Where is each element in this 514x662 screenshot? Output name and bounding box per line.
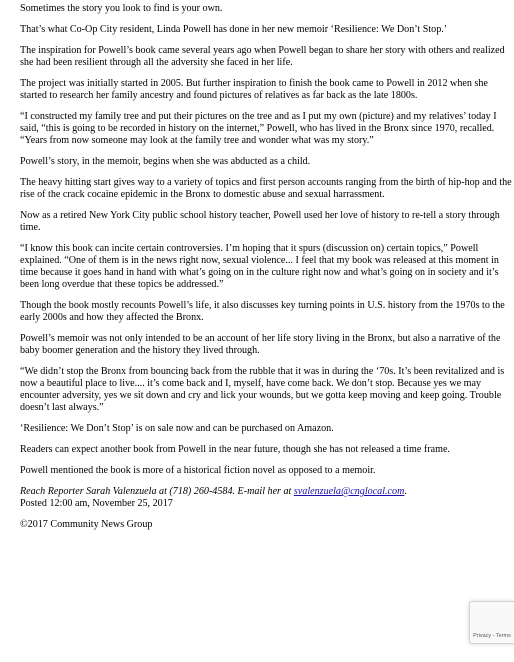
article-paragraph: Now as a retired New York City public school history teacher, Powell used her love of history to re-tell a story through time. <box>20 210 500 233</box>
article-paragraph: “I constructed my family tree and put their pictures on the tree and as I put my own (picture) and my relatives’ today I said, “this is going to be recorded in history on the internet,” Powell, who has lived in the Bronx since 1970, recalled. “Years from now someone may look at the family tree and wonder what was my story.” <box>20 111 497 146</box>
article-body <box>20 3 512 540</box>
reporter-credit-text: Reach Reporter Sarah Valenzuela at (718) 260-4584. E-mail her at <box>20 486 294 497</box>
recaptcha-links <box>470 633 514 639</box>
article-paragraph: That’s what Co-Op City resident, Linda Powell has done in her new memoir ‘Resilience: We Don’t Stop.’ <box>20 24 448 35</box>
article-paragraph: The heavy hitting start gives way to a variety of topics and first person accounts ranging from the birth of hip-hop and the rise of the crack cocaine epidemic in the Bronx to domestic abuse and sexual harrassment. <box>20 177 512 200</box>
article-paragraph: “We didn’t stop the Bronx from bouncing back from the rubble that it was in during the ‘70s. It’s been revitalized and is now a beautiful place to live.... it’s come back and I, myself, have come back. We don’t stop. Because yes we may encounter adversity, yes we sit down and cry and lick your wounds, but we gotta keep moving and keep going. Trouble doesn’t last always.” <box>20 366 505 413</box>
reporter-email-link[interactable]: svalenzuela@cnglocal.com <box>293 486 405 497</box>
article-paragraph: “I know this book can incite certain controversies. I’m hoping that it spurs (discussion on) certain topics,” Powell explained. “One of them is in the news right now, sexual violence... I feel that my book was released at this moment in time because it goes hand in hand with what’s going on in the culture right now and what’s going on in society and it’s been long overdue that these topics be addressed.” <box>20 243 499 290</box>
article-paragraph: Powell’s story, in the memoir, begins when she was abducted as a child. <box>20 156 311 167</box>
article-paragraph: The inspiration for Powell’s book came several years ago when Powell began to share her story with others and realized she had been resilient through all the adversity she faced in her life. <box>20 45 505 68</box>
reporter-credit <box>20 486 512 498</box>
article-paragraph: Powell’s memoir was not only intended to be an account of her life story living in the Bronx, but also a narrative of the baby boomer generation and the history they lived through. <box>20 333 501 356</box>
article-paragraph: Though the book mostly recounts Powell’s life, it also discusses key turning points in U.S. history from the 1970s to the early 2000s and how they affected the Bronx. <box>20 300 505 323</box>
recaptcha-privacy-link[interactable]: Privacy <box>473 633 492 639</box>
article-paragraph: ‘Resilience: We Don’t Stop’ is on sale now and can be purchased on Amazon. <box>20 423 334 434</box>
recaptcha-badge[interactable] <box>469 601 514 644</box>
article-paragraph: The project was initially started in 2005. But further inspiration to finish the book came to Powell in 2012 when she started to research her family ancestry and found pictures of relatives as far back as the late 1800s. <box>20 78 488 101</box>
recaptcha-separator: - <box>491 633 496 639</box>
article-paragraph: Sometimes the story you look to find is your own. <box>20 3 223 14</box>
copyright-notice: ©2017 Community News Group <box>20 519 153 530</box>
article-paragraph: Powell mentioned the book is more of a historical fiction novel as opposed to a memoir. <box>20 465 376 476</box>
reporter-credit-end: . <box>404 486 407 497</box>
recaptcha-terms-link[interactable]: Terms <box>495 633 511 639</box>
posted-timestamp: Posted 12:00 am, November 25, 2017 <box>20 498 173 509</box>
article-paragraph: Readers can expect another book from Powell in the near future, though she has not released a time frame. <box>20 444 450 455</box>
